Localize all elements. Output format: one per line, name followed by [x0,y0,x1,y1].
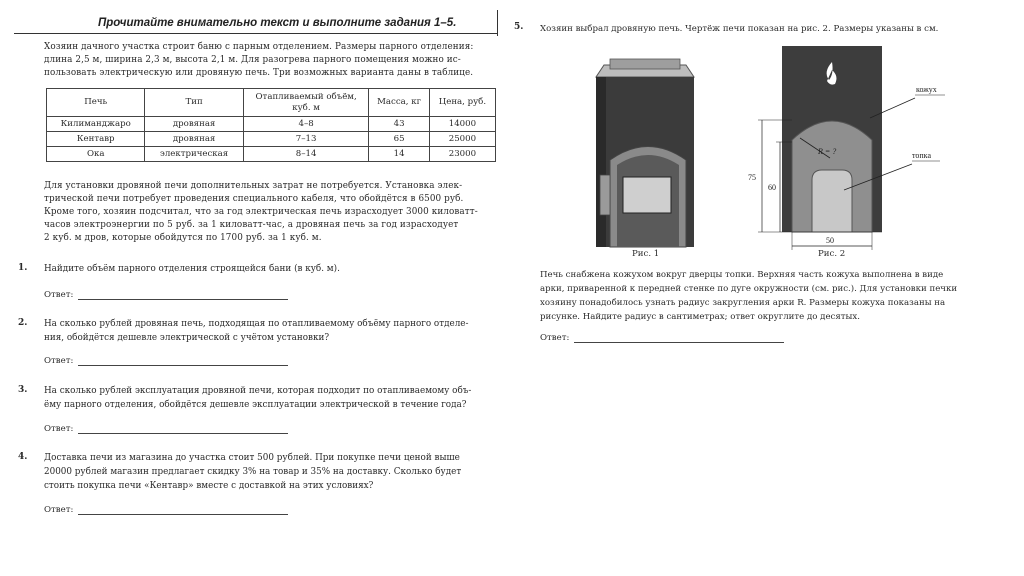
answer-field-1[interactable] [78,299,288,300]
answer-field-5[interactable] [574,342,784,343]
after-table-line-3: Кроме того, хозяин подсчитал, что за год электрическая печь израсходует 3000 киловатт- [44,207,478,217]
question-line: стоить покупка печи «Кентавр» вместе с доставкой на этих условиях? [44,481,374,491]
question-1-text [44,262,498,276]
question-number: 2. [18,318,28,328]
table-header-cell: Отапливаемый объём, куб. м [243,89,369,117]
intro-line-2: длина 2,5 м, ширина 2,3 м, высота 2,1 м. Для разогрева парного помещения можно ис- [44,55,461,65]
question-5-body-line-3: хозяину понадобилось узнать радиус закругления арки R. Размеры кожуха показаны на [540,298,946,308]
question-number: 4. [18,452,28,462]
page-header: Прочитайте внимательно текст и выполните задания 1–5. [98,17,457,29]
after-table-line-5: 2 куб. м дров, которые обойдутся по 1700 руб. за 1 куб. м. [44,233,322,243]
firebox-label: топка [912,151,931,160]
question-line: ния, обойдётся дешевле электрической с учётом установки? [44,333,330,343]
table-cell: электрическая [145,147,243,162]
question-line: Доставка печи из магазина до участка стоит 500 рублей. При покупке печи ценой выше [44,453,460,463]
table-row [47,147,496,162]
table-cell: 4–8 [243,117,369,132]
stove-drawing-figure [740,40,960,260]
question-5-intro: Хозяин выбрал дровяную печь. Чертёж печи показан на рис. 2. Размеры указаны в см. [540,24,939,34]
casing-label: кожух [916,85,937,94]
figure-1-caption: Рис. 1 [632,249,660,259]
question-5-body-line-4: рисунке. Найдите радиус в сантиметрах; ответ округлите до десятых. [540,312,860,322]
answer-label: Ответ: [44,424,74,434]
question-number: 5. [514,22,524,32]
answer-label: Ответ: [540,333,570,343]
intro-line-1: Хозяин дачного участка строит баню с парным отделением. Размеры парного отделения: [44,42,474,52]
stove-photo-figure [590,55,700,250]
table-header-cell: Печь [47,89,145,117]
question-line: ёму парного отделения, обойдётся дешевле эксплуатации электрической в течение года? [44,400,467,410]
door-handle [600,175,610,215]
table-header-cell: Масса, кг [369,89,429,117]
answer-label: Ответ: [44,505,74,515]
stove-side [596,77,606,247]
after-table-line-1: Для установки дровяной печи дополнительных затрат не потребуется. Установка элек- [44,181,463,191]
table-cell: дровяная [145,132,243,147]
stove-top-plate [610,59,680,69]
after-table-line-2: трической печи потребует проведения специального кабеля, что обойдётся в 6500 руб. [44,194,464,204]
table-cell: Кентавр [47,132,145,147]
table-cell: 7–13 [243,132,369,147]
question-3-text [44,384,498,412]
table-header-cell: Тип [145,89,243,117]
answer-field-2[interactable] [78,365,288,366]
question-number: 3. [18,385,28,395]
answer-field-3[interactable] [78,433,288,434]
radius-label: R = ? [818,147,837,156]
answer-label: Ответ: [44,290,74,300]
after-table-line-4: часов электроэнергии по 5 руб. за 1 киловатт-час, а дровяная печь за год израсходует [44,220,459,230]
question-line: На сколько рублей дровяная печь, подходящая по отапливаемому объёму парного отделе- [44,319,469,329]
table-header-cell: Цена, руб. [429,89,495,117]
question-number: 1. [18,263,28,273]
page-left [0,0,510,576]
table-cell: 8–14 [243,147,369,162]
table-cell: 43 [369,117,429,132]
table-cell: 25000 [429,132,495,147]
dimension-60-label: 60 [768,183,776,192]
dimension-75-label: 75 [748,173,756,182]
table-header-row [47,89,496,117]
question-5-body-line-1: Печь снабжена кожухом вокруг дверцы топки. Верхняя часть кожуха выполнена в виде [540,270,944,280]
answer-field-4[interactable] [78,514,288,515]
table-cell: Ока [47,147,145,162]
table-cell: дровяная [145,117,243,132]
table-cell: Килиманджаро [47,117,145,132]
question-line: Найдите объём парного отделения строящейся бани (в куб. м). [44,264,340,274]
question-2-text [44,317,498,345]
stoves-table [46,88,496,162]
table-row [47,132,496,147]
intro-line-3: пользовать электрическую или дровяную печь. Три возможных варианта даны в таблице. [44,68,474,78]
firebox-opening [812,170,852,232]
answer-label: Ответ: [44,356,74,366]
question-line: На сколько рублей эксплуатация дровяной печи, которая подходит по отапливаемому объ- [44,386,472,396]
header-divider [497,10,498,36]
page-right [510,0,1024,576]
table-cell: 14000 [429,117,495,132]
dimension-50-label: 50 [826,236,834,245]
firebox-door-glass [623,177,671,213]
table-row [47,117,496,132]
figure-2-caption: Рис. 2 [818,249,846,259]
header-rule [14,33,497,34]
table-cell: 23000 [429,147,495,162]
question-5-body-line-2: арки, приваренной к передней стенке по дуге окружности (см. рис.). Для установки печки [540,284,958,294]
question-line: 20000 рублей магазин предлагает скидку 3% на товар и 35% на доставку. Сколько будет [44,467,462,477]
table-cell: 65 [369,132,429,147]
table-cell: 14 [369,147,429,162]
question-4-text [44,451,498,493]
